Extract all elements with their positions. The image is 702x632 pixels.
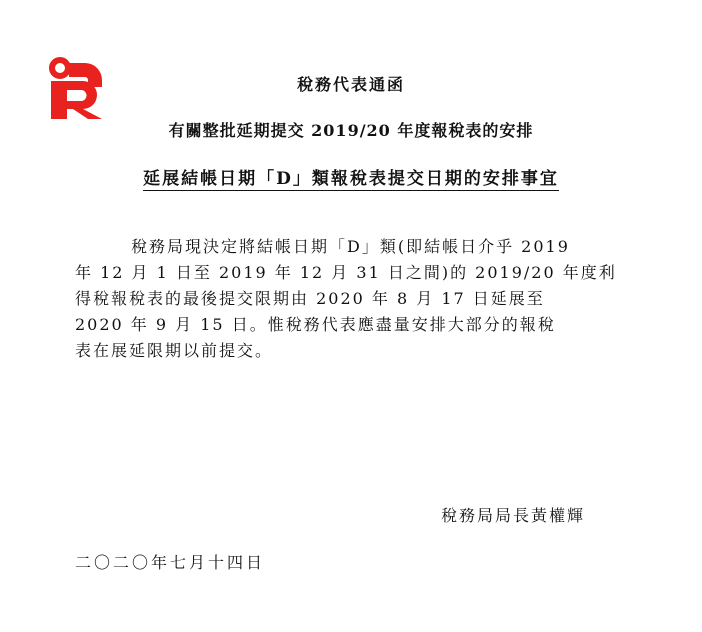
notice-topic-text: 延展結帳日期「D」類報稅表提交日期的安排事宜 [143,169,559,189]
notice-body [75,234,645,364]
notice-date: 二〇二〇年七月十四日 [75,553,266,572]
notice-heading: 稅務代表通函 [296,75,405,94]
body-line: 表在展延限期以前提交。 [75,341,274,360]
notice-subheading: 有關整批延期提交 2019/20 年度報稅表的安排 [168,121,534,140]
notice-topic [0,164,702,189]
body-line: 得稅報稅表的最後提交限期由 2020 年 8 月 17 日延展至 [75,289,545,308]
body-line: 稅務局現決定將結帳日期「D」類(即結帳日介乎 2019 [131,237,570,256]
body-line: 年 12 月 1 日至 2019 年 12 月 31 日之間)的 2019/20 年度利 [75,263,617,282]
body-line: 2020 年 9 月 15 日。惟稅務代表應盡量安排大部分的報稅 [75,315,556,334]
signature: 稅務局局長黃權輝 [441,506,586,525]
